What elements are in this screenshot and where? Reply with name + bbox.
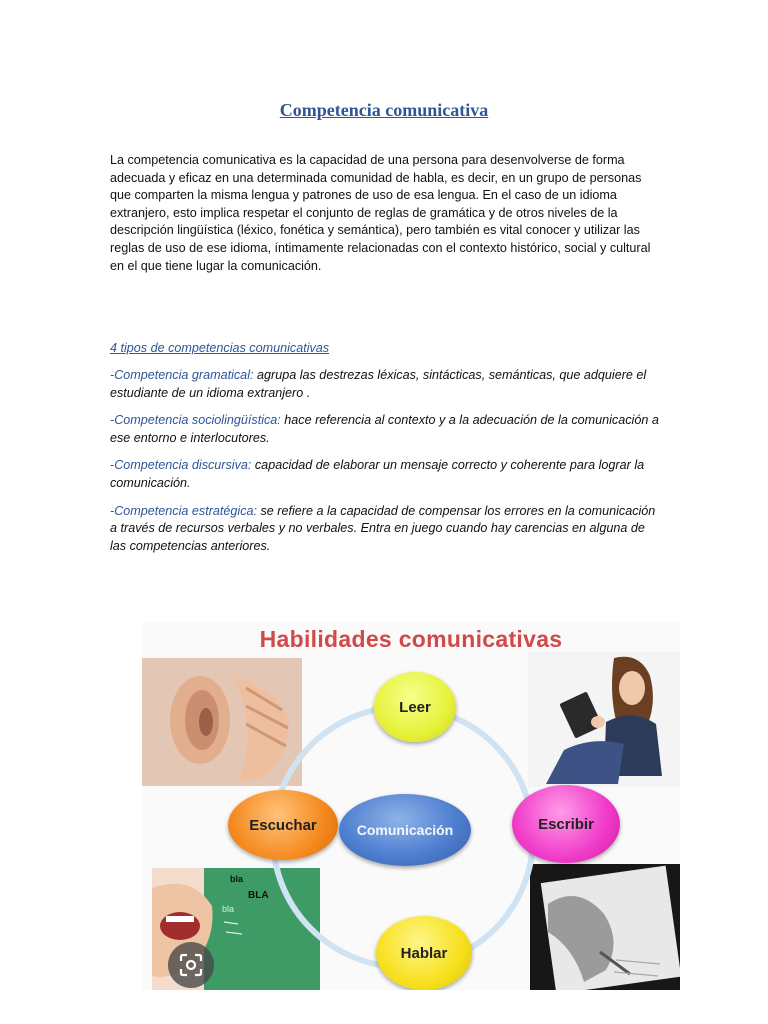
writing-hand-photo-icon	[530, 864, 680, 990]
types-heading: 4 tipos de competencias comunicativas	[110, 341, 330, 355]
type-term: -Competencia gramatical:	[110, 368, 254, 382]
type-desc: se refiere a la capacidad de compensar los errores en la comunicación a través de recursos verbales y no verbales. Entra en juego cuando hay carencias en alguna de las competencias anteriores.	[110, 503, 656, 553]
leer-node	[374, 672, 456, 742]
lens-button[interactable]	[168, 942, 214, 988]
type-term: -Competencia estratégica:	[110, 503, 257, 518]
hablar-label: Hablar	[400, 944, 448, 962]
escuchar-label: Escuchar	[249, 816, 317, 834]
escribir-label: Escribir	[538, 815, 594, 833]
escuchar-node	[228, 790, 338, 860]
type-term: -Competencia sociolingüística:	[110, 413, 281, 428]
lens-icon	[178, 952, 204, 978]
comunicacion-label: Comunicación	[356, 822, 454, 838]
page-title: Competencia comunicativa	[279, 100, 489, 120]
type-desc: capacidad de elaborar un mensaje correcto y coherente para lograr la comunicación.	[110, 458, 645, 490]
escribir-node	[512, 785, 620, 863]
hablar-node	[376, 916, 472, 990]
type-term: -Competencia discursiva:	[110, 458, 252, 473]
type-desc: hace referencia al contexto y a la adecuación de la comunicación a ese entorno e interlocutores.	[110, 413, 659, 445]
comunicacion-node	[339, 794, 471, 866]
intro-paragraph: La competencia comunicativa es la capacidad de una persona para desenvolverse de forma adecuada y eficaz en una determinada comunidad de habla, es decir, en un grupo de personas que comparten la misma lengua y patrones de uso de esa lengua. En el caso de un idioma extranjero, esto implica respetar el conjunto de reglas de gramática y de otros niveles de la descripción lingüística (léxico, fonética y semántica), pero también es vital conocer y utilizar las reglas de uso de ese idioma, íntimamente relacionadas con el contexto histórico, social y cultural en el que tiene lugar la comunicación.	[110, 153, 651, 273]
type-item-sociolinguistica	[110, 412, 660, 447]
reading-woman-photo-icon	[528, 652, 680, 787]
leer-label: Leer	[399, 698, 431, 716]
infographic	[142, 622, 680, 990]
type-desc: agrupa las destrezas léxicas, sintácticas, semánticas, que adquiere el estudiante de un idioma extranjero .	[110, 368, 647, 400]
speech-bla-2: BLA	[248, 890, 269, 901]
type-item-estrategica	[110, 503, 660, 556]
type-item-gramatical	[110, 367, 660, 402]
speech-bla-1: bla	[230, 874, 244, 884]
ear-photo-icon	[142, 658, 302, 786]
infographic-title: Habilidades comunicativas	[259, 626, 563, 652]
type-item-discursiva	[110, 457, 660, 492]
speech-bla-3: bla	[222, 904, 235, 914]
types-list	[110, 367, 660, 565]
